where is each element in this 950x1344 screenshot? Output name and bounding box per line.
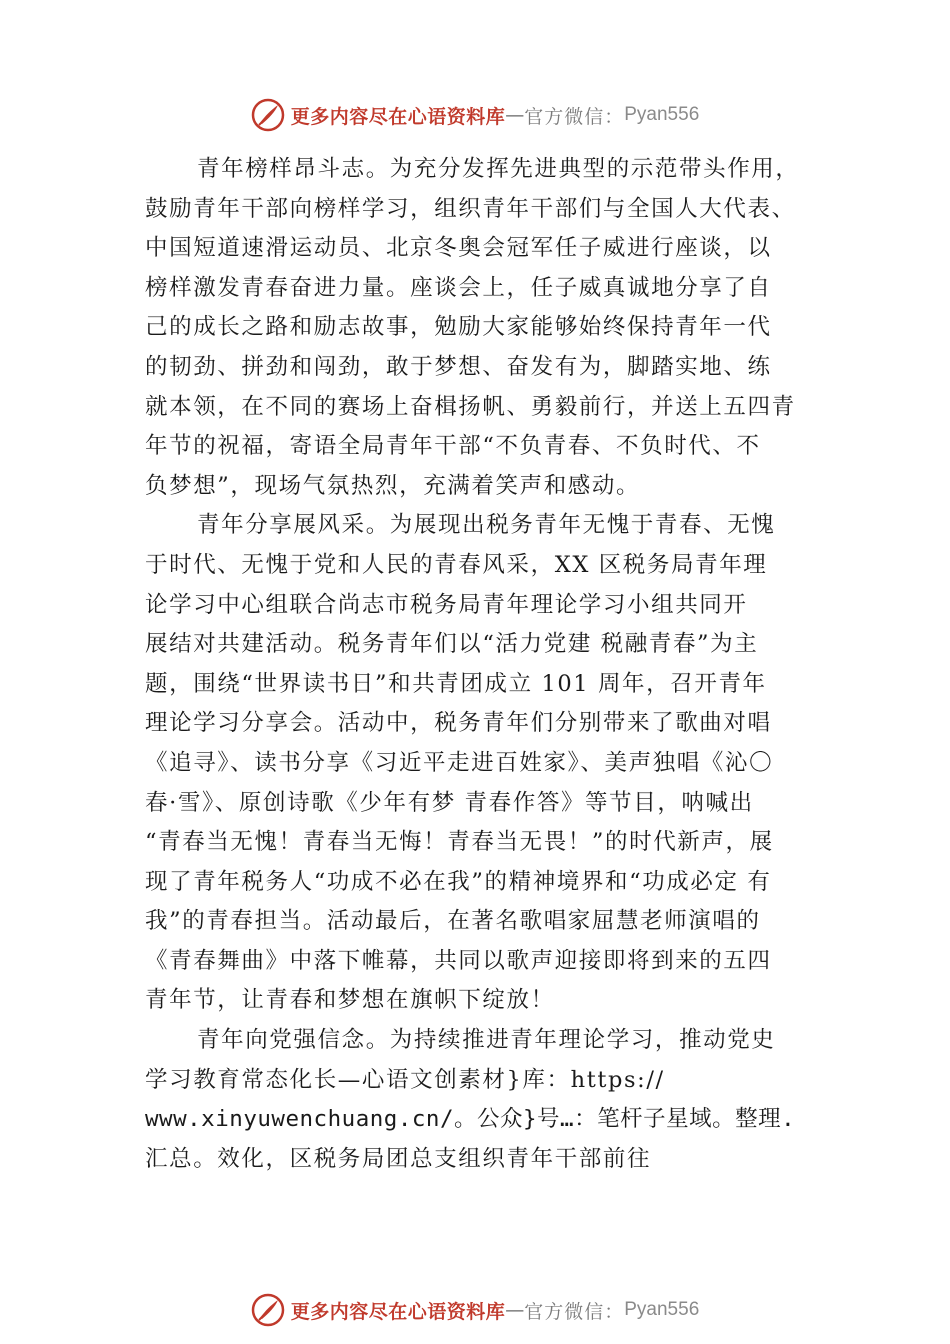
banner-wechat-id: Pyan556 bbox=[624, 104, 700, 125]
text-line: 理论学习分享会。活动中，税务青年们分别带来了歌曲对唱 bbox=[145, 710, 772, 737]
text-line: 青年节，让青春和梦想在旗帜下绽放！ bbox=[145, 987, 555, 1014]
text-line: 榜样激发青春奋进力量。座谈会上，任子威真诚地分享了自 bbox=[145, 274, 772, 301]
text-line: 负梦想”，现场气氛热烈，充满着笑声和感动。 bbox=[145, 472, 641, 499]
text-line: 鼓励青年干部向榜样学习，组织青年干部们与全国人大代表、 bbox=[145, 195, 796, 222]
text-line: 年节的祝福，寄语全局青年干部“不负青春、不负时代、不 bbox=[145, 433, 761, 460]
paragraph-2 bbox=[145, 506, 825, 1021]
footer-banner bbox=[0, 1290, 950, 1330]
header-banner bbox=[0, 95, 950, 135]
banner-dash: — bbox=[505, 104, 525, 126]
banner-title: 更多内容尽在心语资料库 bbox=[290, 1300, 506, 1323]
banner-wechat-label: 官方微信： bbox=[524, 1300, 625, 1323]
banner-wechat-label: 官方微信： bbox=[524, 105, 625, 128]
text-line: 青年分享展风采。为展现出税务青年无愧于青春、无愧 bbox=[197, 512, 776, 539]
text-line: 于时代、无愧于党和人民的青春风采，XX 区税务局青年理 bbox=[145, 551, 768, 578]
banner-dash: — bbox=[505, 1299, 525, 1321]
text-line: 青年向党强信念。为持续推进青年理论学习，推动党史 bbox=[197, 1027, 776, 1054]
paragraph-3 bbox=[145, 1021, 825, 1179]
text-line: 《追寻》、读书分享《习近平走进百姓家》、美声独唱《沁〇 bbox=[145, 749, 774, 776]
text-line: 中国短道速滑运动员、北京冬奥会冠军任子威进行座谈，以 bbox=[145, 235, 772, 262]
quill-logo-icon bbox=[251, 1293, 285, 1327]
text-line: 汇总。效化，区税务局团总支组织青年干部前往 bbox=[145, 1145, 652, 1172]
text-line: 现了青年税务人“功成不必在我”的精神境界和“功成必定 有 bbox=[145, 868, 772, 895]
text-line: 题，围绕“世界读书日”和共青团成立 101 周年，召开青年 bbox=[145, 670, 767, 697]
banner-title: 更多内容尽在心语资料库 bbox=[290, 105, 506, 128]
text-line: 青年榜样昂斗志。为充分发挥先进典型的示范带头作用， bbox=[197, 156, 800, 182]
document-body bbox=[145, 150, 825, 1179]
text-line: 就本领，在不同的赛场上奋楫扬帆、勇毅前行，并送上五四青 bbox=[145, 393, 796, 420]
banner-wechat-id: Pyan556 bbox=[624, 1299, 700, 1320]
text-line: “青春当无愧！青春当无悔！青春当无畏！”的时代新声，展 bbox=[145, 829, 774, 856]
text-line: 己的成长之路和励志故事，勉励大家能够始终保持青年一代 bbox=[145, 314, 772, 341]
text-line: 春·雪》、原创诗歌《少年有梦 青春作答》等节目，呐喊出 bbox=[145, 789, 754, 816]
text-line: 学习教育常态化长—心语文创素材}库：https:// bbox=[145, 1066, 665, 1093]
text-line: 《青春舞曲》中落下帷幕，共同以歌声迎接即将到来的五四 bbox=[145, 947, 772, 974]
paragraph-1 bbox=[145, 150, 825, 506]
text-line: 论学习中心组联合尚志市税务局青年理论学习小组共同开 bbox=[145, 591, 748, 618]
text-line: 的韧劲、拼劲和闯劲，敢于梦想、奋发有为，脚踏实地、练 bbox=[145, 353, 772, 380]
quill-logo-icon bbox=[251, 98, 285, 132]
text-line: 我”的青春担当。活动最后，在著名歌唱家屈慧老师演唱的 bbox=[145, 908, 761, 935]
text-line: 展结对共建活动。税务青年们以“活力党建 税融青春”为主 bbox=[145, 631, 759, 658]
text-line-url: www.xinyuwenchuang.cn/。公众}号…：笔杆子星域。整理. bbox=[145, 1106, 796, 1133]
